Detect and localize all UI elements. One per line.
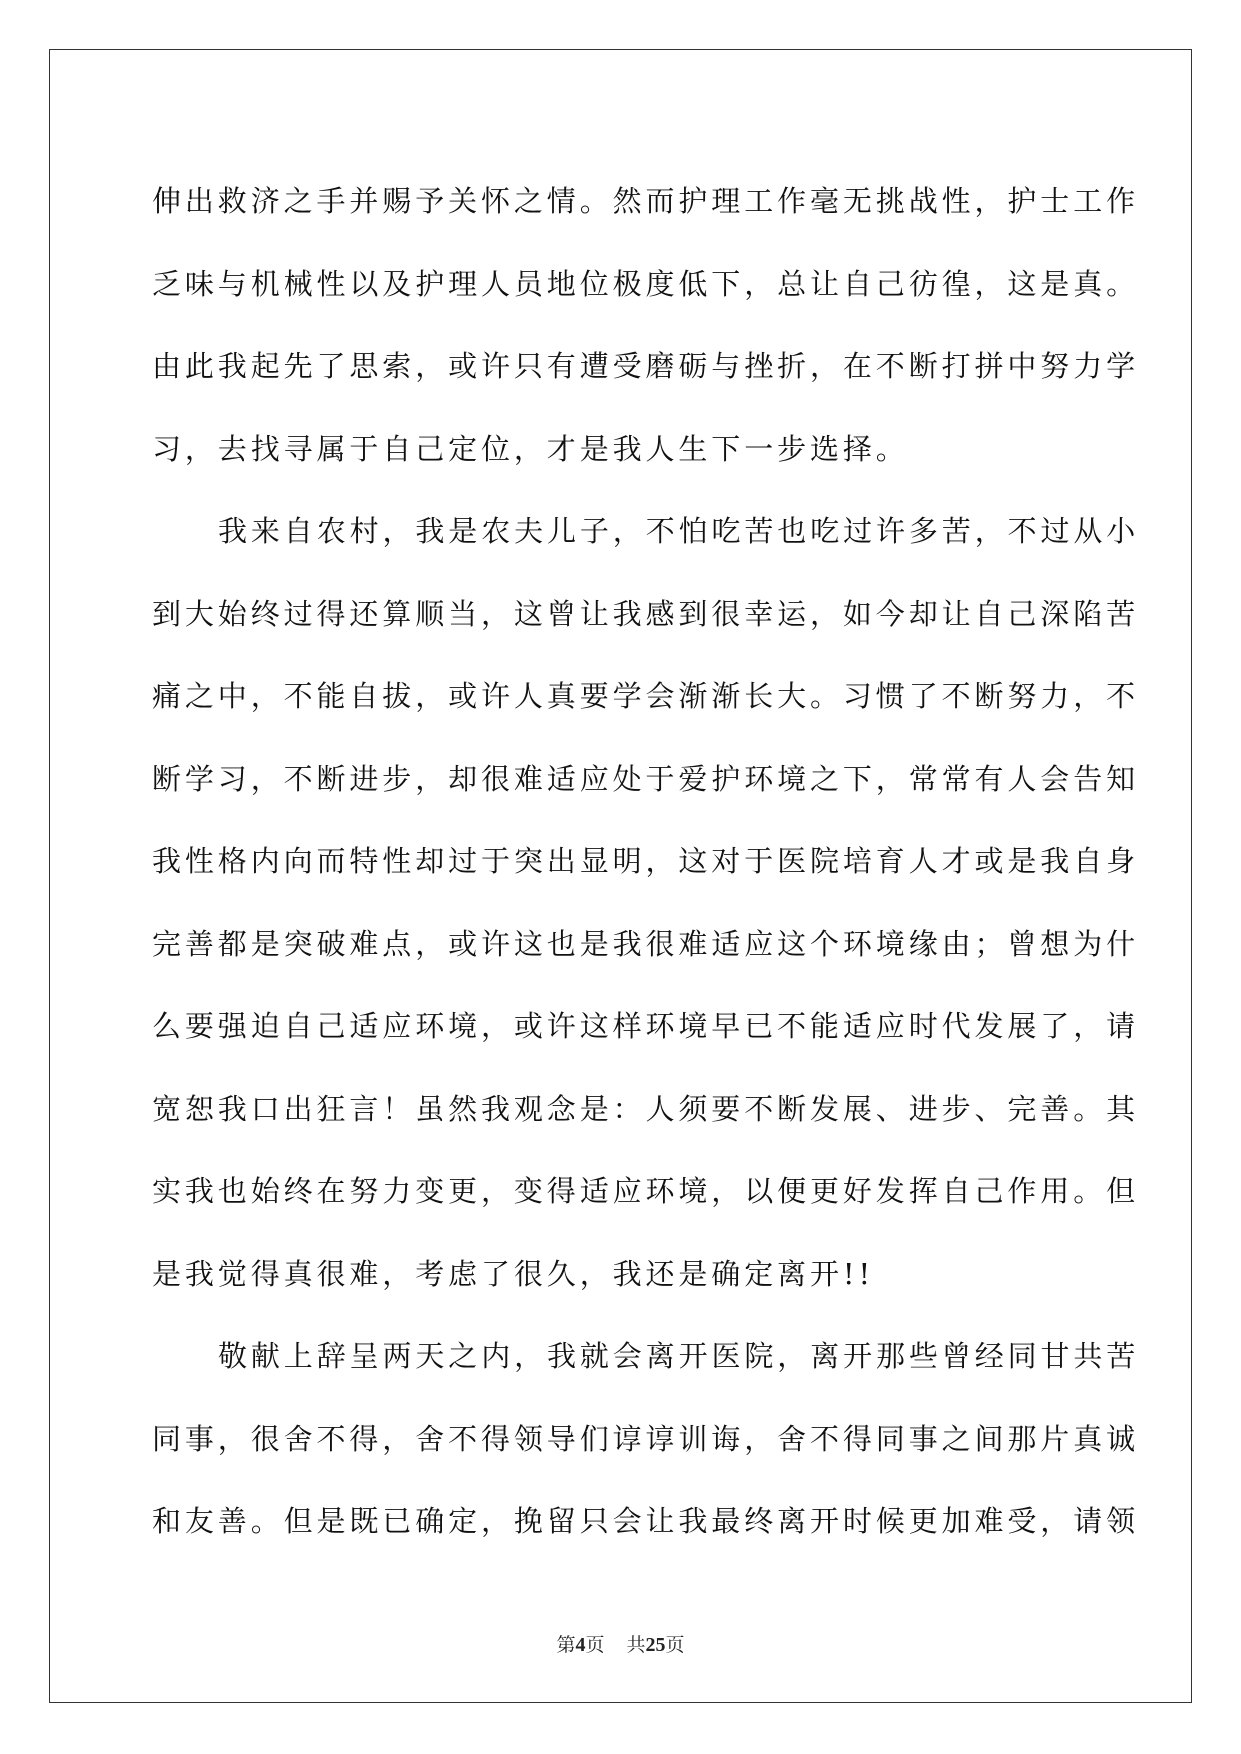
text-line: 完善都是突破难点，或许这也是我很难适应这个环境缘由；曾想为什 [152,926,1140,961]
text-line: 实我也始终在努力变更，变得适应环境，以便更好发挥自己作用。但 [152,1174,1140,1208]
text-line: 乏味与机械性以及护理人员地位极度低下，总让自己彷徨，这是真。 [152,266,1140,301]
text-line: 我性格内向而特性却过于突出显明，这对于医院培育人才或是我自身 [152,844,1140,878]
text-line: 是我觉得真很难，考虑了很久，我还是确定离开!! [152,1256,875,1291]
text-line: 断学习，不断进步，却很难适应处于爱护环境之下，常常有人会告知 [152,761,1140,796]
total-prefix: 共 [626,1634,646,1656]
text-line: 痛之中，不能自拔，或许人真要学会渐渐长大。习惯了不断努力，不 [152,679,1140,713]
text-line: 同事，很舍不得，舍不得领导们谆谆训诲，舍不得同事之间那片真诚 [152,1421,1140,1456]
text-line: 敬献上辞呈两天之内，我就会离开医院，离开那些曾经同甘共苦 [218,1339,1140,1373]
total-suffix: 页 [665,1634,685,1656]
text-line: 我来自农村，我是农夫儿子，不怕吃苦也吃过许多苦，不过从小 [218,514,1140,548]
text-line: 宽恕我口出狂言！虽然我观念是：人须要不断发展、进步、完善。其 [152,1091,1140,1126]
text-line: 由此我起先了思索，或许只有遭受磨砺与挫折，在不断打拼中努力学 [152,349,1140,383]
page-footer [0,1630,1241,1657]
total-pages: 25 [645,1634,666,1656]
text-line: 伸出救济之手并赐予关怀之情。然而护理工作毫无挑战性，护士工作 [152,184,1140,218]
page-prefix: 第 [556,1634,576,1656]
text-line: 和友善。但是既已确定，挽留只会让我最终离开时候更加难受，请领 [152,1504,1140,1538]
text-line: 习，去找寻属于自己定位，才是我人生下一步选择。 [152,431,909,466]
text-line: 到大始终过得还算顺当，这曾让我感到很幸运，如今却让自己深陷苦 [152,596,1140,631]
document-body [152,160,1140,1563]
page-number: 4 [575,1634,586,1656]
page-suffix: 页 [585,1634,605,1656]
text-line: 么要强迫自己适应环境，或许这样环境早已不能适应时代发展了，请 [152,1009,1140,1043]
